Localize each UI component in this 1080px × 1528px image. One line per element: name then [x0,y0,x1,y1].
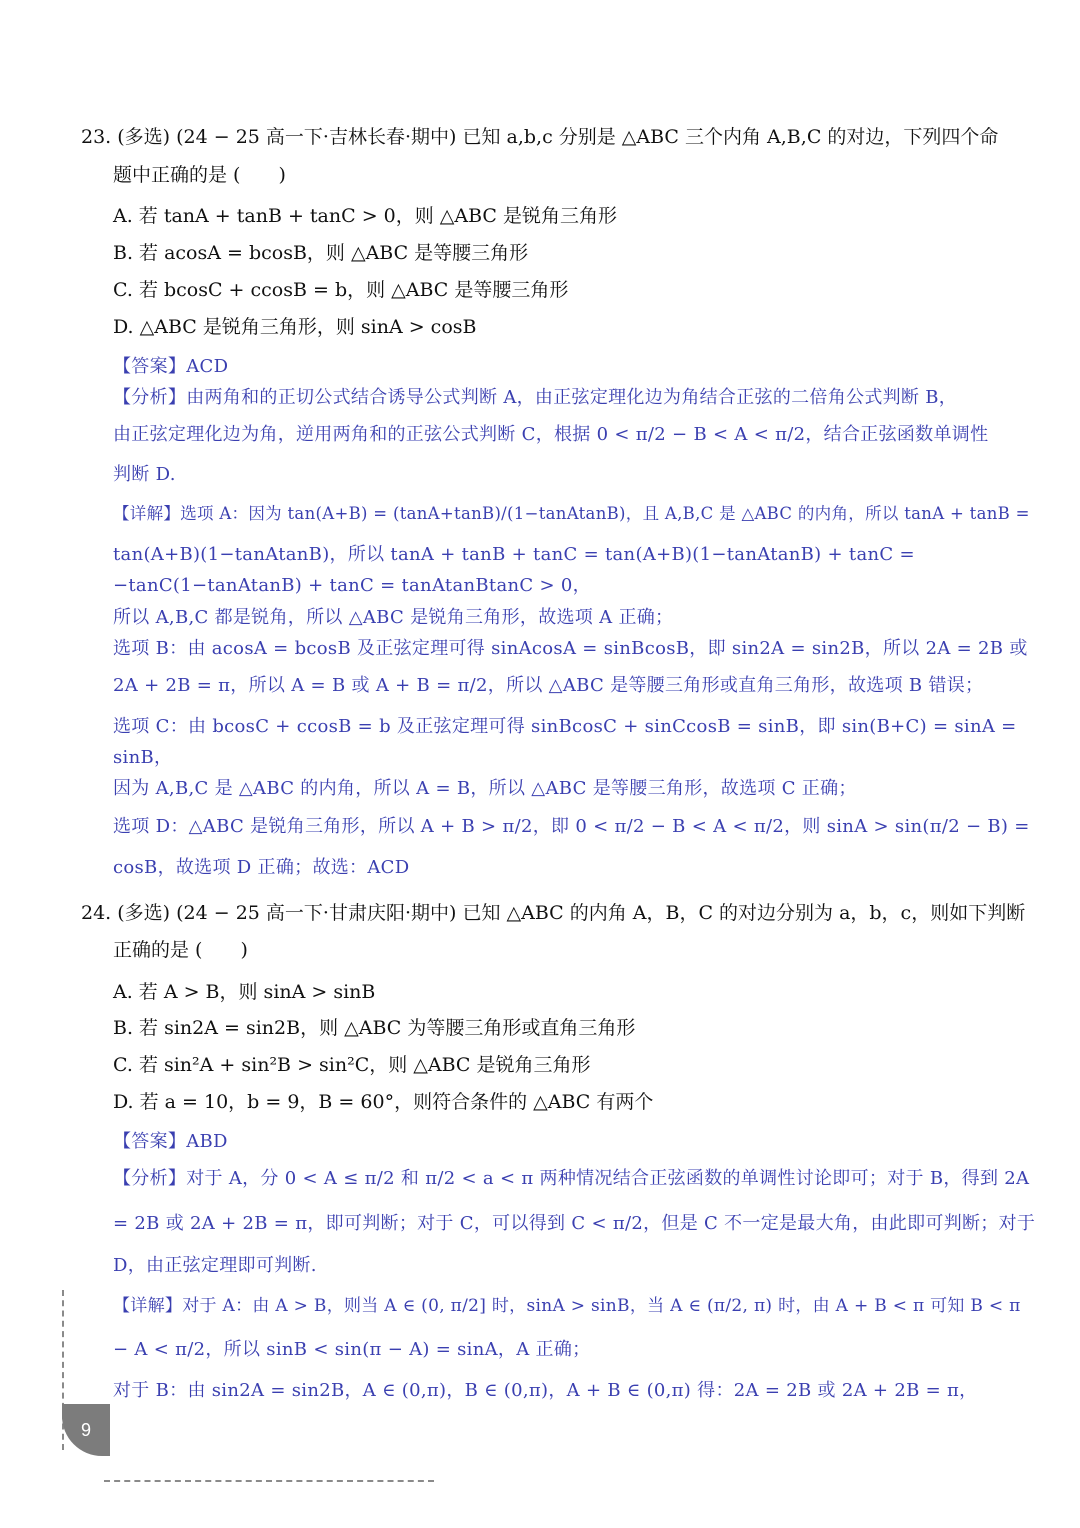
q23-detail-line5: 选项 B：由 acosA = bcosB 及正弦定理可得 sinAcosA = sinBcosB，即 sin2A = sin2B，所以 2A = 2B 或 [113,638,1028,659]
q23-detail-line6: 2A + 2B = π，所以 A = B 或 A + B = π/2，所以 △ABC 是等腰三角形或直角三角形，故选项 B 错误； [113,675,984,696]
q23-detail-line3: −tanC(1−tanAtanB) + tanC = tanAtanBtanC > 0， [113,575,591,596]
q23-answer: 【答案】ACD [113,356,229,377]
q24-option-a: A. 若 A > B，则 sinA > sinB [113,981,376,1003]
q24-option-d: D. 若 a = 10，b = 9，B = 60°，则符合条件的 △ABC 有两个 [113,1091,654,1113]
q23-detail-line7: 选项 C：由 bcosC + ccosB = b 及正弦定理可得 sinBcosC + sinCcosB = sinB，即 sin(B+C) = sinA = [113,716,1017,737]
q24-stem-line1: 24. (多选) (24 − 25 高一下·甘肃庆阳·期中) 已知 △ABC 的内角 A，B，C 的对边分别为 a，b，c，则如下判断 [81,902,1026,924]
q23-detail-line9: 因为 A,B,C 是 △ABC 的内角，所以 A = B，所以 △ABC 是等腰三角形，故选项 C 正确； [113,778,857,799]
q23-analysis-line3: 判断 D. [113,464,176,485]
q23-option-b: B. 若 acosA = bcosB，则 △ABC 是等腰三角形 [113,242,529,264]
page-number-tab [62,1404,110,1456]
q23-option-c: C. 若 bcosC + ccosB = b，则 △ABC 是等腰三角形 [113,279,569,301]
q24-detail-line1: 【详解】对于 A：由 A > B，则当 A ∈ (0, π/2] 时，sinA > sinB，当 A ∈ (π/2, π) 时，由 A + B < π 可知 B < π [113,1296,1021,1316]
q23-option-a: A. 若 tanA + tanB + tanC > 0，则 △ABC 是锐角三角形 [113,205,618,227]
q23-detail-line1: 【详解】选项 A：因为 tan(A+B) = (tanA+tanB)/(1−tanAtanB)，且 A,B,C 是 △ABC 的内角，所以 tanA + tanB = [113,504,1030,523]
q24-analysis-line1: 【分析】对于 A，分 0 < A ≤ π/2 和 π/2 < a < π 两种情况结合正弦函数的单调性讨论即可；对于 B，得到 2A [113,1168,1030,1189]
q24-option-c: C. 若 sin²A + sin²B > sin²C，则 △ABC 是锐角三角形 [113,1054,591,1076]
q23-detail-line8: sinB， [113,747,173,768]
q24-answer: 【答案】ABD [113,1131,228,1152]
q23-detail-line11: cosB，故选项 D 正确；故选：ACD [113,857,410,878]
q24-detail-line2: − A < π/2，所以 sinB < sin(π − A) = sinA，A 正确； [113,1339,591,1360]
q23-stem-line2: 题中正确的是 ( ) [113,164,286,186]
q24-analysis-line2: = 2B 或 2A + 2B = π，即可判断；对于 C，可以得到 C < π/2，但是 C 不一定是最大角，由此即可判断；对于 [113,1213,1036,1234]
q23-detail-line4: 所以 A,B,C 都是锐角，所以 △ABC 是锐角三角形，故选项 A 正确； [113,607,674,628]
q23-detail-line10: 选项 D：△ABC 是锐角三角形，所以 A + B > π/2，即 0 < π/2 − B < A < π/2，则 sinA > sin(π/2 − B) = [113,816,1030,837]
page-frame-bottom-dashes [104,1480,434,1482]
q23-stem-line1: 23. (多选) (24 − 25 高一下·吉林长春·期中) 已知 a,b,c 分别是 △ABC 三个内角 A,B,C 的对边，下列四个命 [81,126,999,148]
q23-analysis-line2: 由正弦定理化边为角，逆用两角和的正弦公式判断 C，根据 0 < π/2 − B < A < π/2，结合正弦函数单调性 [113,424,989,445]
q24-detail-line3: 对于 B：由 sin2A = sin2B，A ∈ (0,π)，B ∈ (0,π)，A + B ∈ (0,π) 得：2A = 2B 或 2A + 2B = π， [113,1380,978,1401]
q23-option-d: D. △ABC 是锐角三角形，则 sinA > cosB [113,316,477,338]
q24-option-b: B. 若 sin2A = sin2B，则 △ABC 为等腰三角形或直角三角形 [113,1017,636,1039]
q23-detail-line2: tan(A+B)(1−tanAtanB)，所以 tanA + tanB + tanC = tan(A+B)(1−tanAtanB) + tanC = [113,544,915,565]
page-number: 9 [80,1419,91,1440]
q24-analysis-line3: D，由正弦定理即可判断. [113,1255,317,1276]
q24-stem-line2: 正确的是 ( ) [113,939,248,961]
q23-analysis-line1: 【分析】由两角和的正切公式结合诱导公式判断 A，由正弦定理化边为角结合正弦的二倍角公式判断 B， [113,387,958,408]
